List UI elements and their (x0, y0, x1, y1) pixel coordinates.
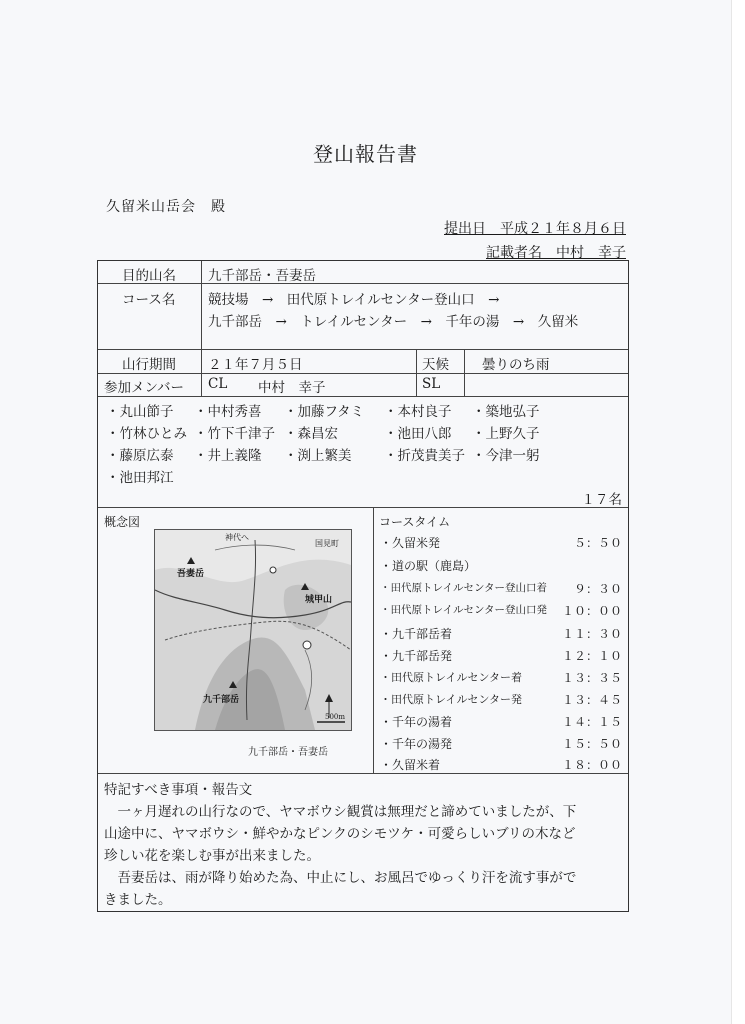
report-form-table (97, 260, 629, 912)
cl-name: 中村 幸子 (258, 380, 326, 396)
map-label-shirozaki: 城甲山 (305, 595, 333, 605)
member-name: ・加藤フタミ (284, 404, 365, 420)
notes-line: 珍しい花を楽しむ事が出来ました。 (104, 848, 320, 864)
notes-line: 山途中に、ヤマボウシ・鮮やかなピンクのシモツケ・可愛らしいブリの木など (104, 826, 576, 842)
notes-line: きました。 (104, 892, 172, 908)
timetable-place: ・九千部岳発 (380, 649, 453, 663)
timetable-time: １３：４５ (561, 693, 622, 707)
member-name: ・渕上繁美 (284, 448, 352, 464)
map-label-shinbo: 神代へ (225, 533, 249, 542)
timetable-place: ・田代原トレイルセンター登山口着 (380, 582, 548, 594)
timetable-time: １５：５０ (561, 737, 622, 751)
timetable-place: ・九千部岳着 (380, 627, 453, 641)
map-label: 概念図 (104, 515, 141, 529)
rule (373, 507, 374, 773)
notes-label: 特記すべき事項・報告文 (104, 782, 253, 798)
map-caption: 九千部岳・吾妻岳 (248, 747, 328, 758)
weather-value: 曇りのち雨 (482, 357, 550, 373)
member-name: ・中村秀喜 (194, 404, 262, 420)
mountain-label: 目的山名 (122, 268, 176, 284)
period-label: 山行期間 (122, 357, 176, 373)
member-name: ・上野久子 (472, 426, 540, 442)
timetable-time: １１：３０ (561, 627, 622, 641)
timetable-place: ・田代原トレイルセンター発 (380, 693, 523, 706)
timetable-place: ・久留米発 (380, 536, 441, 550)
course-line-2: 九千部岳 → トレイルセンター → 千年の湯 → 久留米 (208, 314, 579, 330)
sl-label: SL (422, 376, 441, 392)
rule (98, 773, 628, 774)
member-name: ・井上義隆 (194, 448, 262, 464)
rule (464, 349, 465, 396)
member-name: ・池田邦江 (106, 470, 174, 486)
cl-label: CL (208, 376, 228, 392)
timetable-time: １３：３５ (561, 671, 622, 685)
course-line-1: 競技場 → 田代原トレイルセンター登山口 → (208, 292, 500, 308)
rule (416, 349, 417, 396)
course-label: コース名 (122, 292, 176, 308)
timetable-time: １２：１０ (561, 649, 622, 663)
map-label-azuma: 吾妻岳 (177, 569, 205, 579)
rule (98, 283, 628, 284)
notes-line: 一ヶ月遅れの山行なので、ヤマボウシ観賞は無理だと諦めていましたが、下 (104, 804, 577, 820)
timetable-place: ・田代原トレイルセンター登山口発 (380, 604, 548, 616)
submission-date: 提出日 平成２１年８月６日 (444, 221, 626, 237)
member-name: ・竹林ひとみ (106, 426, 187, 442)
timetable-time: １０：００ (561, 604, 622, 618)
map-label-kunimi: 国見町 (315, 539, 339, 548)
period-value: ２１年７月５日 (208, 357, 303, 373)
member-name: ・築地弘子 (472, 404, 540, 420)
recorder: 記載者名 中村 幸子 (486, 245, 626, 261)
rule (98, 349, 628, 350)
timetable-time: １４：１５ (561, 715, 622, 729)
timetable-place: ・田代原トレイルセンター着 (380, 671, 523, 684)
map-scale: 500m (325, 713, 345, 721)
timetable-time: １８：００ (561, 758, 622, 772)
rule (98, 507, 628, 508)
timetable-place: ・久留米着 (380, 758, 441, 772)
rule (201, 261, 202, 396)
addressee: 久留米山岳会 殿 (106, 199, 226, 215)
member-name: ・竹下千津子 (194, 426, 275, 442)
mountain-value: 九千部岳・吾妻岳 (208, 268, 316, 284)
rule (98, 396, 628, 397)
notes-line: 吾妻岳は、雨が降り始めた為、中止にし、お風呂でゆっくり汗を流す事がで (104, 870, 577, 886)
member-name: ・折茂貴美子 (384, 448, 465, 464)
members-label: 参加メンバー (104, 380, 185, 396)
member-name: ・今津一躬 (472, 448, 540, 464)
timetable-time: ５：５０ (573, 536, 622, 550)
course-map (154, 529, 352, 731)
page-title: 登山報告書 (313, 142, 418, 166)
map-drawing (155, 530, 351, 730)
timetable-place: ・千年の湯着 (380, 715, 453, 729)
member-name: ・池田八郎 (384, 426, 452, 442)
member-name: ・森昌宏 (284, 426, 338, 442)
member-count: １７名 (581, 492, 622, 508)
timetable-place: ・道の駅（鹿島） (380, 559, 477, 573)
member-name: ・本村良子 (384, 404, 452, 420)
member-name: ・藤原広泰 (106, 448, 174, 464)
map-label-kushibe: 九千部岳 (203, 695, 240, 705)
timetable-time: ９：３０ (573, 582, 622, 596)
member-name: ・丸山節子 (106, 404, 174, 420)
course-time-label: コースタイム (379, 515, 451, 529)
weather-label: 天候 (422, 357, 449, 373)
rule (98, 373, 628, 374)
timetable-place: ・千年の湯発 (380, 737, 453, 751)
